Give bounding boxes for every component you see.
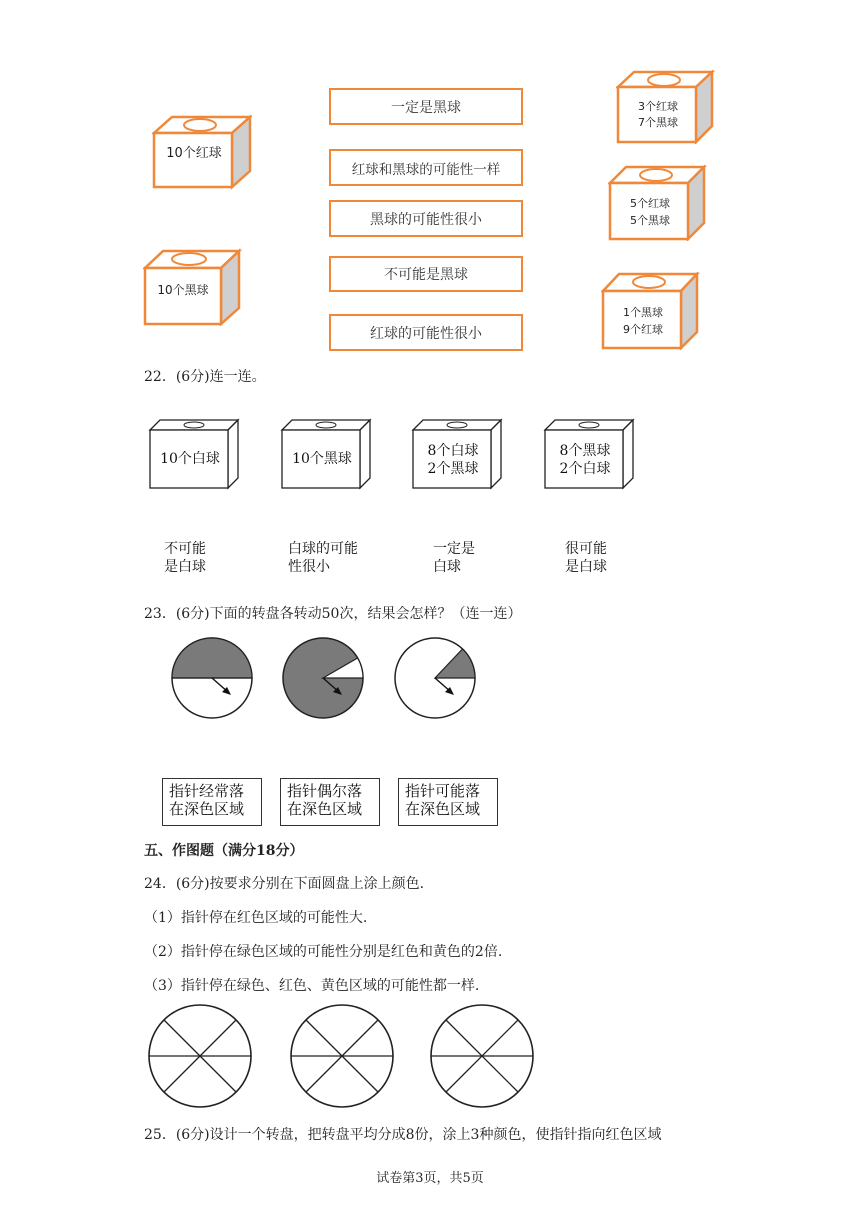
- q22-label-1-line1: 不可能: [164, 541, 206, 557]
- q22-label-4[interactable]: [565, 540, 607, 576]
- disk-1[interactable]: [149, 1005, 251, 1107]
- q22-box-4-line2: 2个白球: [559, 461, 611, 477]
- q22-label-2[interactable]: [288, 540, 358, 576]
- q21-right-box-3-line2: 9个红球: [623, 323, 663, 336]
- q21-option-5[interactable]: 红球的可能性很小: [329, 314, 523, 351]
- q24-disks: [144, 1004, 544, 1110]
- q24-item-3: （3）指针停在绿色、红色、黄色区域的可能性都一样.: [144, 978, 480, 994]
- q24-item-2: （2）指针停在绿色区域的可能性分别是红色和黄色的2倍.: [144, 944, 503, 960]
- q23-title: 23．(6分)下面的转盘各转动50次，结果会怎样？（连一连）: [144, 606, 522, 622]
- q22-box-1-line1: 10个白球: [160, 451, 220, 467]
- q22-box-1: [148, 418, 240, 490]
- disk-3[interactable]: [431, 1005, 533, 1107]
- q23-label-2[interactable]: [280, 778, 380, 826]
- q22-box-4: [543, 418, 635, 490]
- q22-box-3: [411, 418, 503, 490]
- q21-right-box-3: [601, 272, 701, 350]
- q23-spinners: [168, 636, 488, 726]
- q21-right-box-3-line1: 1个黑球: [623, 306, 663, 319]
- q21-option-3[interactable]: 黑球的可能性很小: [329, 200, 523, 237]
- q21-left-box-1: [152, 115, 252, 190]
- q22-box-4-line1: 8个黑球: [559, 443, 611, 459]
- q22-label-3-line2: 白球: [433, 559, 461, 575]
- q23-label-3[interactable]: [398, 778, 498, 826]
- q23-label-1-line1: 指针经常落: [169, 782, 245, 800]
- q22-label-1-line2: 是白球: [164, 559, 206, 575]
- q22-label-4-line2: 是白球: [565, 559, 607, 575]
- q21-right-box-2-line1: 5个红球: [630, 197, 670, 210]
- q21-right-box-2-line2: 5个黑球: [630, 214, 670, 227]
- q21-left-box-2-label: 10个黑球: [157, 283, 209, 297]
- section-heading: 五、作图题（满分18分）: [144, 843, 304, 859]
- q21-option-1[interactable]: 一定是黑球: [329, 88, 523, 125]
- q24-title: 24．(6分)按要求分别在下面圆盘上涂上颜色.: [144, 876, 425, 892]
- q23-label-2-line2: 在深色区域: [287, 800, 363, 818]
- q22-box-3-line1: 8个白球: [427, 443, 479, 459]
- spinner-3: [395, 638, 475, 718]
- q23-label-3-line2: 在深色区域: [405, 800, 481, 818]
- page-footer: 试卷第3页，共5页: [376, 1171, 484, 1186]
- q24-item-1: （1）指针停在红色区域的可能性大.: [144, 910, 368, 926]
- q21-option-4[interactable]: 不可能是黑球: [329, 256, 523, 292]
- q22-box-3-line2: 2个黑球: [427, 461, 479, 477]
- q22-label-2-line1: 白球的可能: [288, 541, 358, 557]
- q21-option-2[interactable]: 红球和黑球的可能性一样: [329, 149, 523, 186]
- disk-2[interactable]: [291, 1005, 393, 1107]
- q22-box-2-line1: 10个黑球: [292, 451, 352, 467]
- q25-title: 25．(6分)设计一个转盘，把转盘平均分成8份，涂上3种颜色，使指针指向红色区域: [144, 1127, 662, 1143]
- q22-label-4-line1: 很可能: [565, 541, 607, 557]
- q22-title: 22．(6分)连一连。: [144, 369, 266, 385]
- q22-label-3-line1: 一定是: [433, 541, 475, 557]
- q22-label-3[interactable]: [433, 540, 475, 576]
- q23-label-1[interactable]: [162, 778, 262, 826]
- spinner-2: [283, 638, 363, 718]
- q22-label-2-line2: 性很小: [288, 559, 330, 575]
- q21-right-box-1-line1: 3个红球: [638, 100, 678, 113]
- q23-label-2-line1: 指针偶尔落: [287, 782, 363, 800]
- q21-left-box-2: [143, 248, 243, 326]
- q22-label-1[interactable]: [164, 540, 206, 576]
- q23-label-1-line2: 在深色区域: [169, 800, 245, 818]
- spinner-1-dark-region: [172, 638, 252, 678]
- q23-label-3-line1: 指针可能落: [405, 782, 481, 800]
- q21-right-box-2: [608, 165, 708, 241]
- q21-right-box-1: [616, 70, 716, 144]
- spinner-1: [172, 638, 252, 718]
- q21-right-box-1-line2: 7个黑球: [638, 116, 678, 129]
- q21-left-box-1-label: 10个红球: [166, 146, 222, 161]
- q22-box-2: [280, 418, 372, 490]
